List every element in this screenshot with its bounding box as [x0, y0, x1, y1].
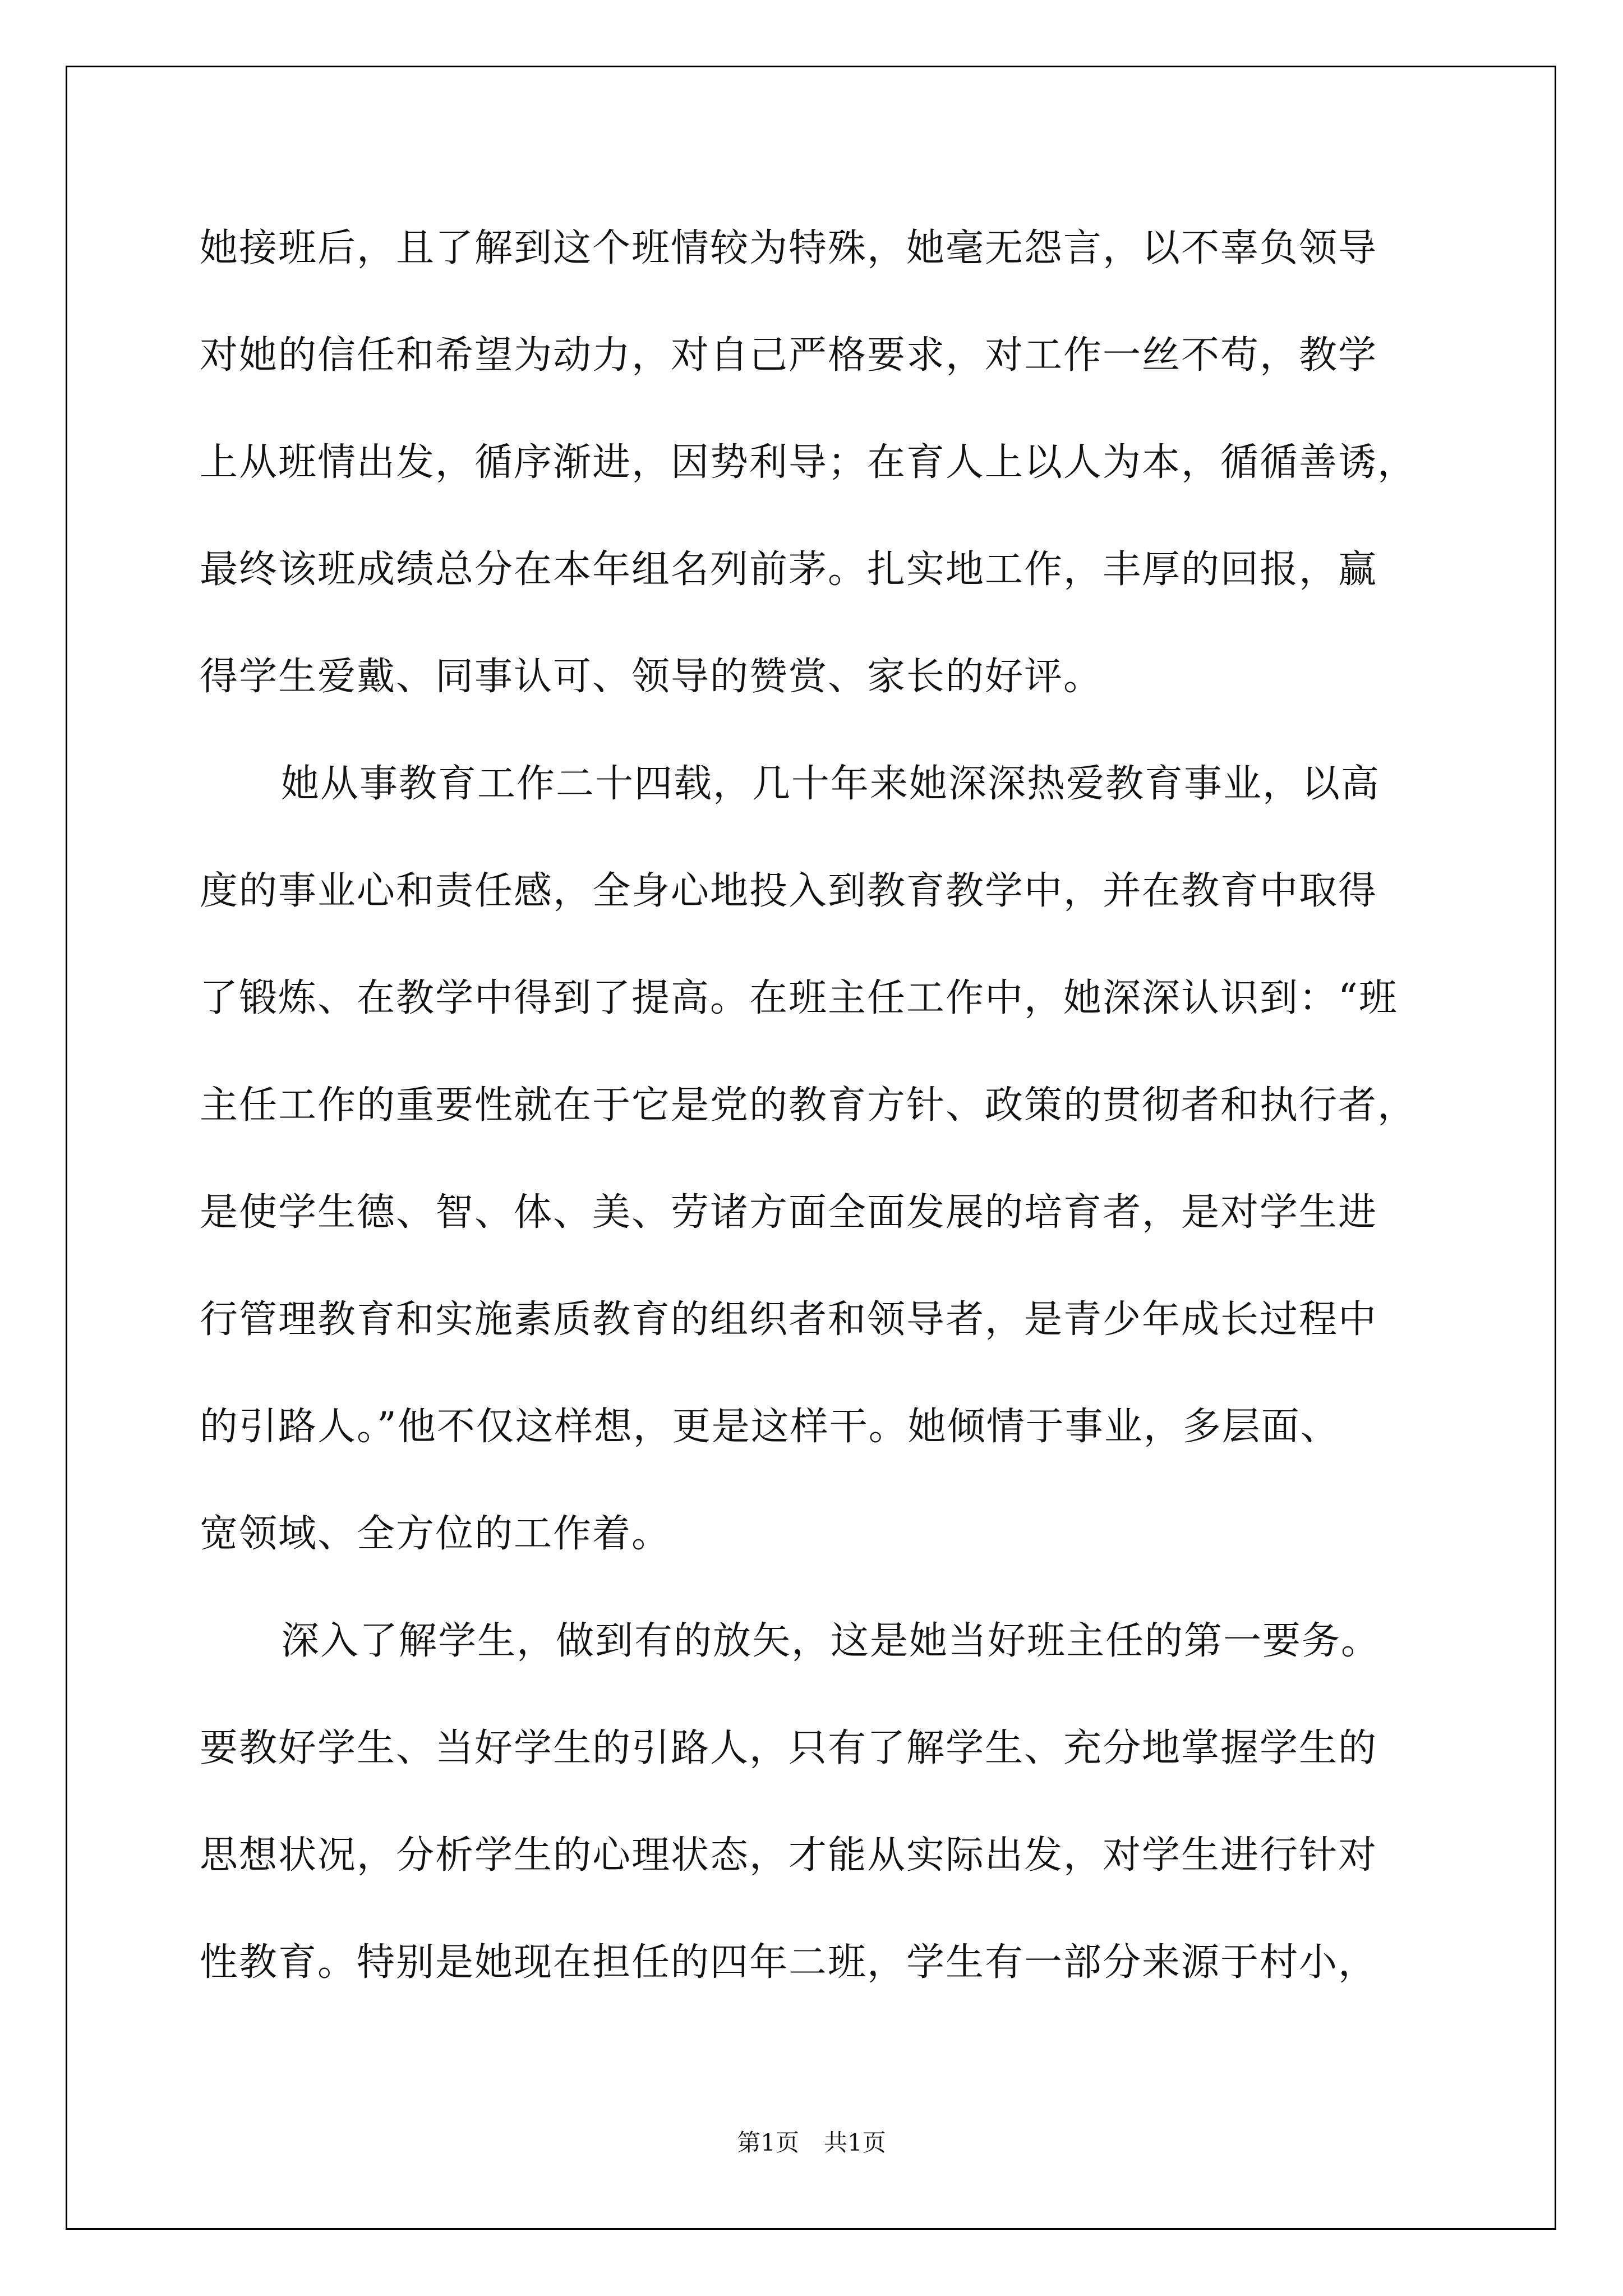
paragraph-3-line-3: 思想状况，分析学生的心理状态，才能从实际出发，对学生进行针对 — [200, 1833, 1378, 1878]
paragraph-1-line-3: 上从班情出发，循序渐进，因势利导；在育人上以人为本，循循善诱， — [200, 440, 1417, 485]
paragraph-2-line-2: 度的事业心和责任感，全身心地投入到教育教学中，并在教育中取得 — [200, 869, 1378, 913]
paragraph-1-line-1: 她接班后，且了解到这个班情较为特殊，她毫无怨言，以不辜负领导 — [200, 226, 1378, 270]
paragraph-3-line-2: 要教好学生、当好学生的引路人，只有了解学生、充分地掌握学生的 — [200, 1726, 1378, 1770]
paragraph-2-line-5: 是使学生德、智、体、美、劳诸方面全面发展的培育者，是对学生进 — [200, 1190, 1378, 1235]
page-number: 第1页 — [737, 2129, 799, 2156]
paragraph-1-line-2: 对她的信任和希望为动力，对自己严格要求，对工作一丝不苟，教学 — [200, 333, 1378, 378]
paragraph-2-line-7: 的引路人。”他不仅这样想，更是这样干。她倾情于事业，多层面、 — [200, 1405, 1340, 1449]
paragraph-1-line-5: 得学生爱戴、同事认可、领导的赞赏、家长的好评。 — [200, 655, 1103, 699]
page-total: 共1页 — [824, 2129, 886, 2156]
document-body — [200, 222, 1439, 2043]
page-footer — [0, 2127, 1623, 2159]
paragraph-2-line-8: 宽领域、全方位的工作着。 — [200, 1512, 671, 1556]
paragraph-3-line-4: 性教育。特别是她现在担任的四年二班，学生有一部分来源于村小， — [200, 1940, 1378, 1985]
paragraph-2-line-1: 她从事教育工作二十四载，几十年来她深深热爱教育事业，以高 — [281, 762, 1381, 806]
paragraph-2-line-4: 主任工作的重要性就在于它是党的教育方针、政策的贯彻者和执行者， — [200, 1083, 1417, 1128]
paragraph-3-line-1: 深入了解学生，做到有的放矢，这是她当好班主任的第一要务。 — [281, 1619, 1381, 1663]
paragraph-2-line-3: 了锻炼、在教学中得到了提高。在班主任工作中，她深深认识到：“班 — [200, 976, 1398, 1020]
paragraph-2-line-6: 行管理教育和实施素质教育的组织者和领导者，是青少年成长过程中 — [200, 1297, 1378, 1342]
paragraph-1-line-4: 最终该班成绩总分在本年组名列前茅。扎实地工作，丰厚的回报，赢 — [200, 547, 1378, 592]
